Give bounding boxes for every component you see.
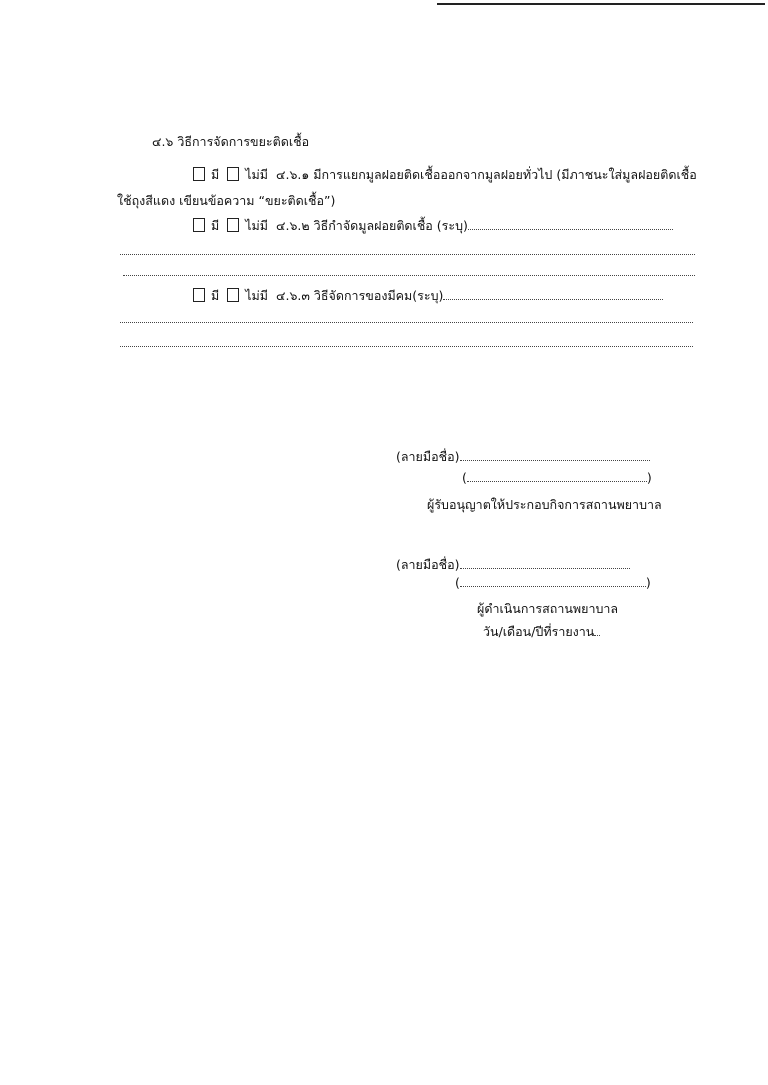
- signature-2-paren-close: ): [645, 575, 651, 590]
- item-3-row: [193, 286, 663, 306]
- item-2-text: ๔.๖.๒ วิธีกำจัดมูลฝอยติดเชื้อ (ระบุ): [276, 218, 468, 233]
- signature-1-name-row: [462, 470, 652, 485]
- signature-1-label: (ลายมือชื่อ): [396, 449, 460, 464]
- item-2-answer-line[interactable]: [468, 229, 673, 230]
- report-date-line[interactable]: [594, 635, 600, 636]
- item-3-answer-line-3[interactable]: [120, 346, 693, 347]
- signature-1-line[interactable]: [460, 460, 650, 461]
- signature-1-role: ผู้รับอนุญาตให้ประกอบกิจการสถานพยาบาล: [427, 497, 662, 512]
- item-1-not-have-checkbox[interactable]: [227, 167, 239, 181]
- item-1-have-checkbox[interactable]: [193, 167, 205, 181]
- signature-2-line[interactable]: [460, 568, 630, 569]
- signature-2-role: ผู้ดำเนินการสถานพยาบาล: [477, 601, 619, 616]
- item-3-answer-line[interactable]: [443, 299, 663, 300]
- item-1-text: ๔.๖.๑ มีการแยกมูลฝอยติดเชื้อออกจากมูลฝอยทั่วไป (มีภาชนะใส่มูลฝอยติดเชื้อ: [276, 167, 697, 182]
- signature-2-name-line[interactable]: [460, 586, 646, 587]
- item-3-not-have-label: ไม่มี: [245, 288, 269, 303]
- signature-2-label: (ลายมือชื่อ): [396, 557, 460, 572]
- top-rule: [437, 3, 765, 5]
- item-1-row: [193, 165, 697, 185]
- report-date-row: [483, 622, 600, 642]
- item-3-not-have-checkbox[interactable]: [227, 288, 239, 302]
- report-date-label: วัน/เดือน/ปีที่รายงาน: [483, 624, 595, 639]
- item-3-answer-line-2[interactable]: [120, 322, 693, 323]
- item-3-have-label: มี: [211, 288, 220, 303]
- item-3-text: ๔.๖.๓ วิธีจัดการของมีคม(ระบุ): [276, 288, 444, 303]
- item-1-continuation: ใช้ถุงสีแดง เขียนข้อความ “ขยะติดเชื้อ”): [117, 193, 336, 208]
- item-2-have-checkbox[interactable]: [193, 218, 205, 232]
- signature-2-name-row: [455, 575, 651, 590]
- item-1-not-have-label: ไม่มี: [245, 167, 269, 182]
- item-1-have-label: มี: [211, 167, 220, 182]
- item-2-answer-line-3[interactable]: [123, 275, 695, 276]
- item-2-row: [193, 216, 673, 236]
- signature-2-paren-open: (: [455, 575, 460, 590]
- item-2-not-have-checkbox[interactable]: [227, 218, 239, 232]
- signature-1-name-line[interactable]: [467, 481, 647, 482]
- signature-1-paren-open: (: [462, 470, 467, 485]
- item-3-have-checkbox[interactable]: [193, 288, 205, 302]
- item-2-have-label: มี: [211, 218, 220, 233]
- signature-1-paren-close: ): [646, 470, 652, 485]
- signature-2-row: [396, 555, 630, 575]
- signature-1-row: [396, 447, 650, 467]
- section-heading: ๔.๖ วิธีการจัดการขยะติดเชื้อ: [152, 134, 310, 149]
- item-2-answer-line-2[interactable]: [120, 254, 695, 255]
- item-2-not-have-label: ไม่มี: [245, 218, 269, 233]
